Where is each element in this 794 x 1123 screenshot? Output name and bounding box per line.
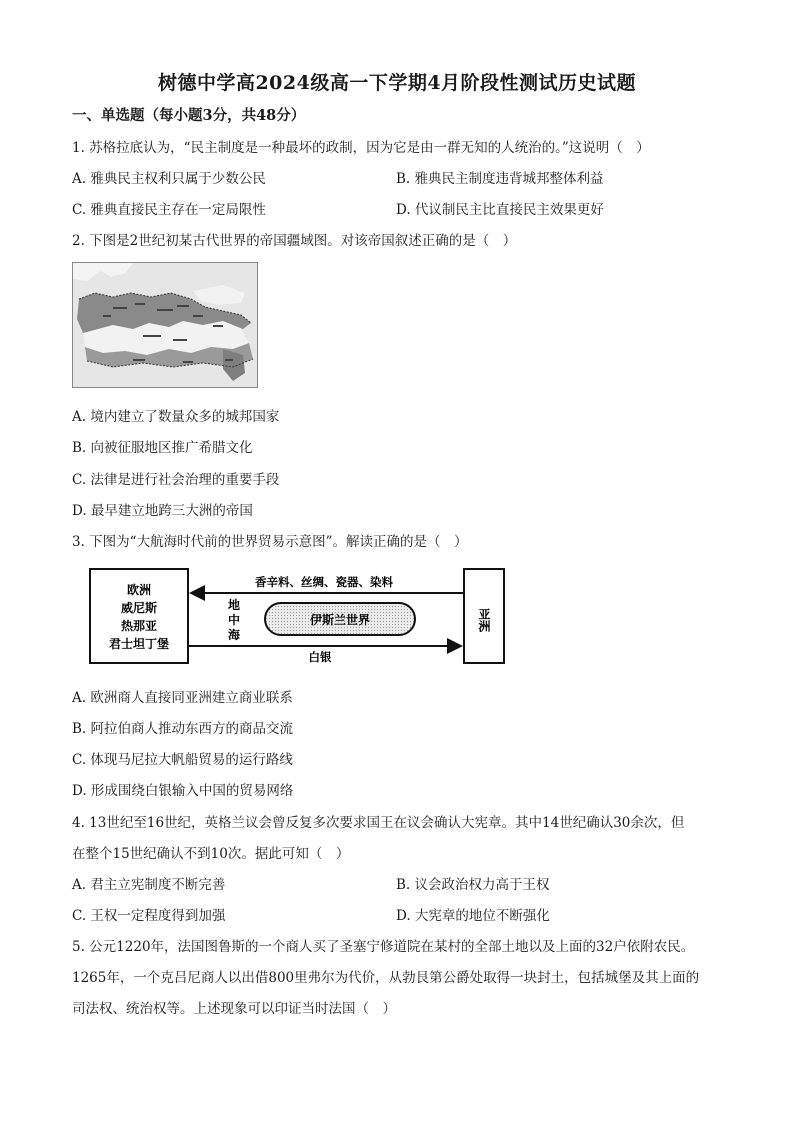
question-2-stem: 2. 下图是2世纪初某古代世界的帝国疆域图。对该帝国叙述正确的是（ ） — [72, 233, 517, 249]
question-3-option-c[interactable]: C. 体现马尼拉大帆船贸易的运行路线 — [72, 752, 293, 768]
question-2-option-a[interactable]: A. 境内建立了数量众多的城邦国家 — [72, 409, 280, 425]
sea-label-1: 地 — [227, 598, 241, 612]
question-4-option-a[interactable]: A. 君主立宪制度不断完善 — [72, 877, 226, 893]
question-3-option-b[interactable]: B. 阿拉伯商人推动东西方的商品交流 — [72, 721, 294, 737]
empire-map-figure — [72, 262, 258, 388]
sea-label-3: 海 — [227, 628, 241, 642]
constantinople-label: 君士坦丁堡 — [108, 637, 170, 651]
question-3-option-a[interactable]: A. 欧洲商人直接同亚洲建立商业联系 — [72, 690, 293, 706]
section-heading: 一、单选题（每小题3分，共48分） — [72, 107, 306, 124]
question-2-option-d[interactable]: D. 最早建立地跨三大洲的帝国 — [72, 503, 253, 519]
question-5-stem-line-1: 5. 公元1220年，法国图鲁斯的一个商人买了圣塞宁修道院在某村的全部土地以及上面的32户依附农民。 — [72, 939, 695, 955]
question-1-option-b[interactable]: B. 雅典民主制度违背城邦整体利益 — [396, 171, 604, 187]
question-1-option-a[interactable]: A. 雅典民主权利只属于少数公民 — [72, 171, 266, 187]
empire-map-graphic — [73, 263, 257, 387]
trade-diagram-graphic — [88, 566, 506, 666]
silver-label: 白银 — [308, 650, 332, 664]
question-5-stem-line-2: 1265年，一个克吕尼商人以出借800里弗尔为代价，从勃艮第公爵处取得一块封土，包括城堡及其上面的 — [72, 970, 700, 986]
question-2-option-c[interactable]: C. 法律是进行社会治理的重要手段 — [72, 472, 280, 488]
goods-label: 香辛料、丝绸、瓷器、染料 — [255, 575, 393, 589]
question-4-stem-line-2: 在整个15世纪确认不到10次。据此可知（ ） — [72, 846, 350, 862]
sea-label-2: 中 — [227, 613, 241, 627]
question-3-stem: 3. 下图为“大航海时代前的世界贸易示意图”。解读正确的是（ ） — [72, 534, 468, 550]
question-1-option-d[interactable]: D. 代议制民主比直接民主效果更好 — [396, 202, 604, 218]
question-4-option-b[interactable]: B. 议会政治权力高于王权 — [396, 877, 550, 893]
question-2-option-b[interactable]: B. 向被征服地区推广希腊文化 — [72, 440, 253, 456]
venice-label: 威尼斯 — [120, 601, 158, 615]
question-4-option-c[interactable]: C. 王权一定程度得到加强 — [72, 908, 226, 924]
page-title: 树德中学高2024级高一下学期4月阶段性测试历史试题 — [157, 72, 637, 94]
question-5-stem-line-3: 司法权、统治权等。上述现象可以印证当时法国（ ） — [72, 1001, 396, 1017]
question-4-option-d[interactable]: D. 大宪章的地位不断强化 — [396, 908, 550, 924]
question-4-stem-line-1: 4. 13世纪至16世纪，英格兰议会曾反复多次要求国王在议会确认大宪章。其中14世纪确认30余次，但 — [72, 815, 685, 831]
islam-label: 伊斯兰世界 — [309, 613, 371, 627]
asia-label: 亚洲 — [477, 608, 491, 632]
question-3-option-d[interactable]: D. 形成围绕白银输入中国的贸易网络 — [72, 783, 294, 799]
genoa-label: 热那亚 — [120, 619, 158, 633]
trade-diagram — [88, 566, 506, 666]
question-1-option-c[interactable]: C. 雅典直接民主存在一定局限性 — [72, 202, 266, 218]
question-1-stem: 1. 苏格拉底认为，“民主制度是一种最坏的政制，因为它是由一群无知的人统治的。”这说明（ ） — [72, 140, 650, 156]
europe-label: 欧洲 — [126, 583, 152, 597]
